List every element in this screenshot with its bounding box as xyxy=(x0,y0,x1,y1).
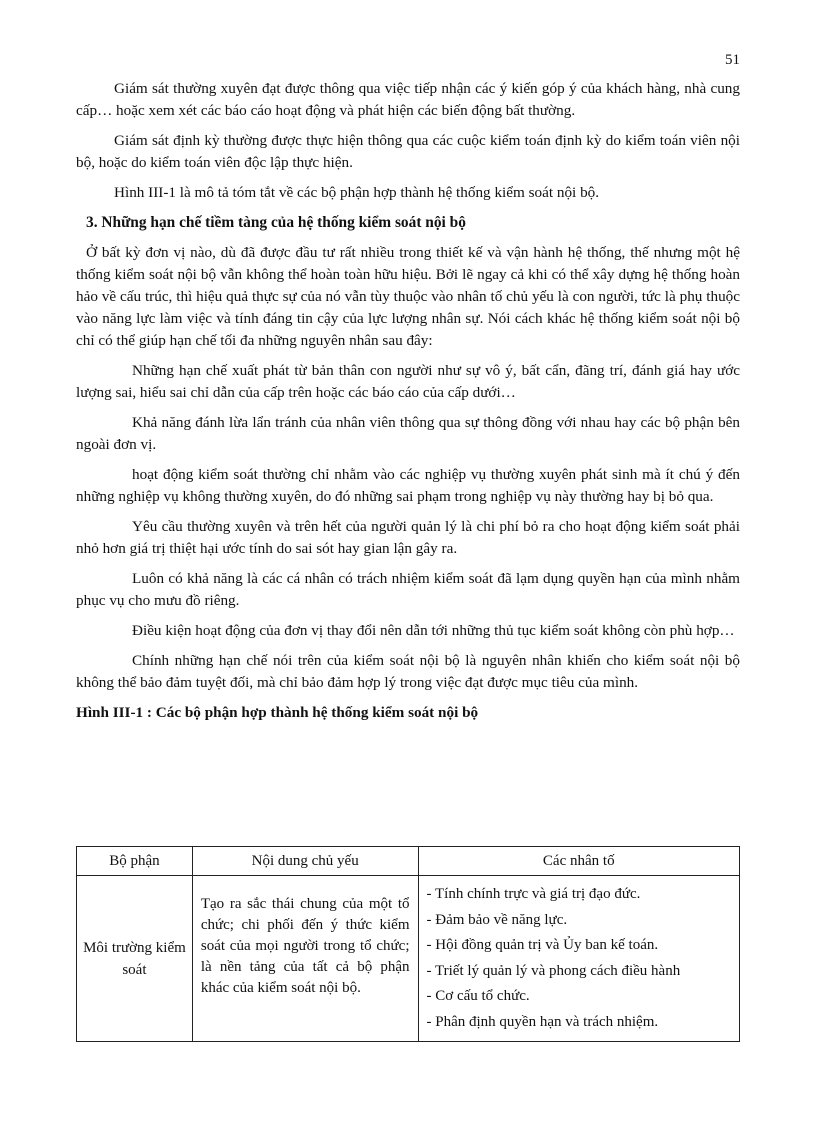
header-factors: Các nhân tố xyxy=(418,847,739,876)
paragraph-continuous-monitoring: Giám sát thường xuyên đạt được thông qua việc tiếp nhận các ý kiến góp ý của khách hàng, nhà cung cấp… hoặc xem xét các báo cáo hoạt động và phát hiện các biến động bất thường. xyxy=(76,80,740,119)
cell-part: Môi trường kiểm soát xyxy=(77,876,193,1042)
limitation-item: Điều kiện hoạt động của đơn vị thay đổi nên dẫn tới những thủ tục kiểm soát không còn phù hợp… xyxy=(132,622,735,639)
limitation-item: hoạt động kiểm soát thường chỉ nhằm vào các nghiệp vụ thường xuyên phát sinh mà ít chú ý đến những nghiệp vụ không thường xuyên, do đó những sai phạm trong nghiệp vụ này thường hay bị bỏ qua. xyxy=(76,466,740,505)
factor-item: - Tính chính trực và giá trị đạo đức. xyxy=(426,886,641,902)
factor-item: - Đảm bảo về năng lực. xyxy=(426,911,568,928)
cell-factors xyxy=(418,876,739,1042)
factor-item: - Phân định quyền hạn và trách nhiệm. xyxy=(426,1013,659,1030)
section-heading: 3. Những hạn chế tiềm tàng của hệ thống kiểm soát nội bộ xyxy=(86,214,466,231)
factor-item: - Cơ cấu tổ chức. xyxy=(426,988,530,1004)
limitation-item: Yêu cầu thường xuyên và trên hết của người quản lý là chi phí bỏ ra cho hoạt động kiểm soát phải nhỏ hơn giá trị thiệt hại ước tính do sai sót hay gian lận gây ra. xyxy=(76,518,740,557)
paragraph-intro: Ở bất kỳ đơn vị nào, dù đã được đầu tư rất nhiều trong thiết kế và vận hành hệ thống, thế nhưng một hệ thống kiểm soát nội bộ vẫn không thể hoàn toàn hữu hiệu. Bởi lẽ ngay cả khi có thể xây dựng hệ thống hoàn hảo về cấu trúc, thì hiệu quả thực sự của nó vẫn tùy thuộc vào nhân tố chủ yếu là con người, tức là phụ thuộc vào năng lực làm việc và tính đáng tin cậy của lực lượng nhân sự. Nói cách khác hệ thống kiểm soát nội bộ chỉ có thể giúp hạn chế tối đa những nguyên nhân sau đây: xyxy=(76,244,740,349)
table-row xyxy=(77,876,740,1042)
limitation-item: Những hạn chế xuất phát từ bản thân con người như sự vô ý, bất cẩn, đãng trí, đánh giá hay ước lượng sai, hiểu sai chỉ dẫn của cấp trên hoặc các báo cáo của cấp dưới… xyxy=(76,362,740,401)
table-header-row xyxy=(77,847,740,876)
figure-caption: Hình III-1 : Các bộ phận hợp thành hệ thống kiểm soát nội bộ xyxy=(76,704,479,721)
paragraph-figure-reference: Hình III-1 là mô tả tóm tắt về các bộ phận hợp thành hệ thống kiểm soát nội bộ. xyxy=(114,184,600,201)
page-number: 51 xyxy=(725,52,740,68)
header-part: Bộ phận xyxy=(77,847,193,876)
paragraph-periodic-monitoring: Giám sát định kỳ thường được thực hiện thông qua các cuộc kiểm toán định kỳ do kiểm toán viên nội bộ, hoặc do kiểm toán viên độc lập thực hiện. xyxy=(76,132,740,171)
limitation-item: Khả năng đánh lừa lẩn tránh của nhân viên thông qua sự thông đồng với nhau hay các bộ phận bên ngoài đơn vị. xyxy=(76,414,740,453)
cell-content: Tạo ra sắc thái chung của một tổ chức; chi phối đến ý thức kiểm soát của mọi người trong tổ chức; là nền tảng của tất cả bộ phận khác của kiểm soát nội bộ. xyxy=(192,876,418,1042)
header-content: Nội dung chủ yếu xyxy=(192,847,418,876)
page-body xyxy=(76,78,740,734)
factor-item: - Triết lý quản lý và phong cách điều hành xyxy=(426,962,681,979)
paragraph-conclusion: Chính những hạn chế nói trên của kiểm soát nội bộ là nguyên nhân khiến cho kiểm soát nội bộ không thể bảo đảm tuyệt đối, mà chỉ bảo đảm hợp lý trong việc đạt được mục tiêu của mình. xyxy=(76,652,740,691)
limitation-item: Luôn có khả năng là các cá nhân có trách nhiệm kiểm soát đã lạm dụng quyền hạn của mình nhằm phục vụ cho mưu đồ riêng. xyxy=(76,570,740,609)
factor-item: - Hội đồng quản trị và Ủy ban kế toán. xyxy=(426,937,659,953)
components-table xyxy=(76,846,740,1042)
